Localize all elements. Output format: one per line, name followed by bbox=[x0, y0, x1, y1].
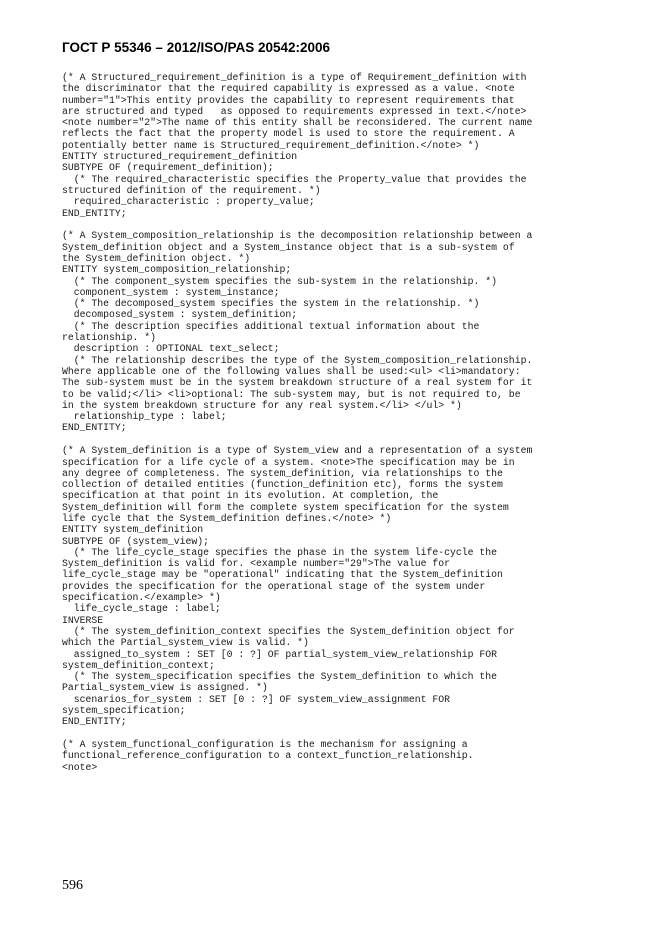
document-header: ГОСТ Р 55346 – 2012/ISO/PAS 20542:2006 bbox=[62, 40, 331, 55]
code-line: number="1">This entity provides the capability to represent requirements that bbox=[62, 94, 515, 106]
code-line: required_characteristic : property_value; bbox=[62, 196, 315, 208]
block-separator bbox=[62, 434, 622, 446]
code-line: System_definition will form the complete system specification for the system bbox=[62, 501, 509, 513]
code-line: description : OPTIONAL text_select; bbox=[62, 343, 280, 355]
block-separator bbox=[62, 728, 622, 740]
code-line: SUBTYPE OF (system_view); bbox=[62, 535, 209, 547]
code-line: System_definition object and a System_instance object that is a sub-system of bbox=[62, 241, 515, 253]
code-line: collection of detailed entities (function_definition etc), forms the system bbox=[62, 479, 503, 491]
code-line: assigned_to_system : SET [0 : ?] OF partial_system_view_relationship FOR bbox=[62, 648, 498, 660]
code-line: potentially better name is Structured_requirement_definition.</note> *) bbox=[62, 139, 480, 151]
code-line: relationship_type : label; bbox=[62, 411, 227, 423]
code-line: the System_definition object. *) bbox=[62, 252, 251, 264]
code-line: <note> bbox=[62, 761, 98, 773]
code-line: are structured and typed as opposed to requirements expressed in text.</note> bbox=[62, 105, 527, 117]
code-line: (* The system_specification specifies the System_definition to which the bbox=[62, 671, 498, 683]
code-line: (* A System_definition is a type of System_view and a representation of a system bbox=[62, 445, 533, 457]
page-number: 596 bbox=[62, 878, 83, 893]
code-line: (* A system_functional_configuration is the mechanism for assigning a bbox=[62, 739, 468, 751]
code-line: which the Partial_system_view is valid. *) bbox=[62, 637, 309, 649]
code-line: provides the specification for the operational stage of the system under bbox=[62, 580, 486, 592]
code-line: (* A Structured_requirement_definition is a type of Requirement_definition with bbox=[62, 72, 527, 83]
code-line: specification for a life cycle of a system. <note>The specification may be in bbox=[62, 456, 515, 468]
code-line: END_ENTITY; bbox=[62, 422, 127, 434]
code-line: system_definition_context; bbox=[62, 659, 215, 671]
code-line: component_system : system_instance; bbox=[62, 286, 280, 298]
code-line: (* The decomposed_system specifies the system in the relationship. *) bbox=[62, 298, 480, 310]
code-line: decomposed_system : system_definition; bbox=[62, 309, 298, 321]
code-line: SUBTYPE OF (requirement_definition); bbox=[62, 162, 274, 174]
code-line: (* The life_cycle_stage specifies the phase in the system life-cycle the bbox=[62, 546, 498, 558]
code-line: Partial_system_view is assigned. *) bbox=[62, 682, 268, 694]
code-line: The sub-system must be in the system breakdown structure of a real system for it bbox=[62, 377, 533, 389]
code-line: to be valid;</li> <li>optional: The sub-system may, but is not required to, be bbox=[62, 388, 521, 400]
code-line: functional_reference_configuration to a context_function_relationship. bbox=[62, 750, 474, 762]
code-line: structured definition of the requirement. *) bbox=[62, 184, 321, 196]
block-separator bbox=[62, 219, 622, 231]
code-line: (* The description specifies additional textual information about the bbox=[62, 320, 480, 332]
code-line: <note number="2">The name of this entity shall be reconsidered. The current name bbox=[62, 117, 533, 129]
code-line: life_cycle_stage may be "operational" indicating that the System_definition bbox=[62, 569, 503, 581]
code-line: ENTITY system_definition bbox=[62, 524, 204, 536]
code-line: (* A System_composition_relationship is the decomposition relationship between a bbox=[62, 230, 533, 242]
code-line: relationship. *) bbox=[62, 332, 157, 344]
code-line: END_ENTITY; bbox=[62, 716, 127, 728]
code-line: INVERSE bbox=[62, 614, 104, 626]
code-line: life cycle that the System_definition defines.</note> *) bbox=[62, 512, 392, 524]
code-line: (* The component_system specifies the sub-system in the relationship. *) bbox=[62, 275, 498, 287]
express-code-listing bbox=[62, 72, 622, 773]
code-line: reflects the fact that the property model is used to store the requirement. A bbox=[62, 128, 515, 140]
code-line: specification.</example> *) bbox=[62, 592, 221, 604]
code-line: System_definition is valid for. <example number="29">The value for bbox=[62, 558, 451, 570]
code-line: END_ENTITY; bbox=[62, 207, 127, 219]
code-line: any degree of completeness. The system_definition, via relationships to the bbox=[62, 467, 503, 479]
code-line: in the system breakdown structure for any real system.</li> </ul> *) bbox=[62, 399, 462, 411]
code-line: life_cycle_stage : label; bbox=[62, 603, 221, 615]
code-line: specification at that point in its evolution. At completion, the bbox=[62, 490, 439, 502]
code-line: ENTITY structured_requirement_definition bbox=[62, 151, 298, 163]
code-line: (* The relationship describes the type of the System_composition_relationship. bbox=[62, 354, 533, 366]
code-line: scenarios_for_system : SET [0 : ?] OF system_view_assignment FOR bbox=[62, 693, 451, 705]
code-line: ENTITY system_composition_relationship; bbox=[62, 264, 292, 276]
code-line: system_specification; bbox=[62, 705, 186, 717]
code-line: the discriminator that the required capability is expressed as a value. <note bbox=[62, 83, 515, 95]
code-line: (* The required_characteristic specifies the Property_value that provides the bbox=[62, 173, 527, 185]
code-line: Where applicable one of the following values shall be used:<ul> <li>mandatory: bbox=[62, 365, 521, 377]
code-line: (* The system_definition_context specifies the System_definition object for bbox=[62, 625, 515, 637]
